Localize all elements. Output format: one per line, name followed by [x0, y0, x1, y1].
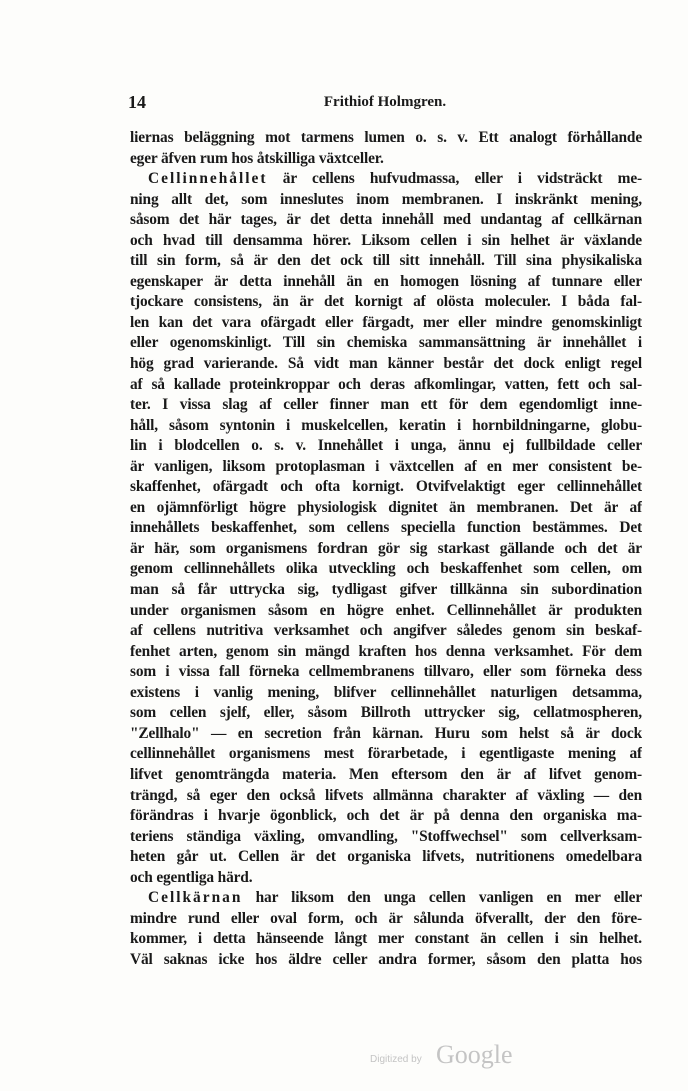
text-line	[130, 703, 642, 724]
line-text: eger äfven rum hos åtskilliga växtceller.	[130, 149, 384, 167]
text-line	[130, 149, 642, 170]
text-line	[130, 786, 642, 807]
line-text: af cellens nutritiva verksamhet och angifver således genom sin beskaf-	[130, 622, 642, 640]
page-number: 14	[128, 92, 146, 112]
text-line	[130, 827, 642, 848]
text-line	[130, 868, 642, 889]
text-line	[130, 724, 642, 745]
line-text: man så får uttrycka sig, tydligast gifver tillkänna sin subordination	[130, 581, 642, 599]
line-text: "Zellhalo" — en secretion från kärnan. Huru som helst så är dock	[130, 724, 642, 742]
text-line	[130, 272, 642, 293]
text-line	[130, 128, 642, 149]
text-line	[130, 457, 642, 478]
text-line	[130, 888, 642, 909]
text-line	[130, 333, 642, 354]
line-text: ter. I vissa slag af celler finner man ett för dem egendomligt inne-	[130, 396, 642, 414]
text-line	[130, 354, 642, 375]
text-line	[130, 436, 642, 457]
line-text: cellinnehållet organismens mest förarbetade, i egentligaste mening af	[130, 745, 642, 763]
line-text: håll, såsom syntonin i muskelcellen, keratin i hornbildningarne, globu-	[130, 416, 642, 434]
line-text: heten går ut. Cellen är det organiska lifvets, nutritionens omedelbara	[130, 848, 642, 866]
line-text: ning allt det, som inneslutes inom membranen. I inskränkt mening,	[130, 190, 642, 208]
line-text: eller ogenomskinligt. Till sin chemiska sammansättning är innehållet i	[130, 334, 642, 352]
emphasized-term: Cellkärnan	[148, 889, 243, 907]
text-line	[130, 190, 642, 211]
running-head: Frithiof Holmgren.	[323, 94, 447, 110]
line-text: liernas beläggning mot tarmens lumen o. s. v. Ett analogt förhållande	[130, 129, 642, 146]
line-text: är här, som organismens fordran gör sig starkast gällande och det är	[130, 539, 642, 557]
line-text: existens i vanlig mening, blifver cellinnehållet naturligen detsamma,	[130, 683, 642, 701]
line-text: som cellen sjelf, eller, såsom Billroth uttrycker sig, cellatmospheren,	[130, 704, 642, 722]
line-text: af så kallade proteinkroppar och deras afkomlingar, vatten, fett och sal-	[130, 375, 642, 393]
text-line	[130, 621, 642, 642]
page-header	[128, 92, 642, 116]
text-line	[130, 662, 642, 683]
text-line	[130, 518, 642, 539]
text-line	[130, 416, 642, 437]
line-text: mindre rund eller oval form, och är sålunda öfverallt, der den före-	[130, 909, 642, 927]
line-text: en ojämnförligt högre physiologisk dignitet än membranen. Det är af	[130, 498, 642, 516]
line-text: fenhet arten, genom sin mängd kraften hos denna verksamhet. För dem	[130, 642, 642, 660]
line-text: len kan det vara ofärgadt eller färgadt, mer eller mindre genomskinligt	[130, 313, 642, 331]
line-text: skaffenhet, ofärgadt och ofta kornigt. Otvifvelaktigt eger cellinnehållet	[130, 478, 642, 496]
text-line	[130, 169, 642, 190]
line-text: hög grad varierande. Så vidt man känner består det dock enligt regel	[130, 355, 642, 373]
text-line	[130, 744, 642, 765]
line-text: förändras i hvarje ögonblick, och det är på denna den organiska ma-	[130, 807, 642, 825]
text-line	[130, 395, 642, 416]
text-line	[130, 498, 642, 519]
text-line	[130, 231, 642, 252]
line-text: innehållets beskaffenhet, som cellens speciella function bestämmes. Det	[130, 519, 642, 537]
line-text: under organismen såsom en högre enhet. Cellinnehållet är produkten	[130, 601, 642, 619]
text-line	[130, 765, 642, 786]
text-line	[130, 251, 642, 272]
line-text: till sin form, så är den det ock till sitt innehåll. Till sina physikaliska	[130, 252, 642, 270]
line-text: och hvad till densamma hörer. Liksom cellen i sin helhet är växlande	[130, 231, 642, 249]
line-text: teriens ständiga växling, omvandling, "Stoffwechsel" som cellverksam-	[130, 827, 642, 845]
digitized-by-watermark	[370, 1040, 530, 1074]
line-text: är cellens hufvudmassa, eller i vidsträckt me-	[267, 170, 642, 188]
text-line	[130, 950, 642, 971]
line-text: som i vissa fall förneka cellmembranens tillvaro, eller som förneka dess	[130, 663, 642, 681]
body-text	[130, 128, 642, 970]
google-logo: Google	[436, 1040, 513, 1069]
line-text: lin i blodcellen o. s. v. Innehållet i unga, ännu ej fullbildade celler	[130, 437, 642, 455]
text-line	[130, 580, 642, 601]
text-line	[130, 313, 642, 334]
line-text: har liksom den unga cellen vanligen en mer eller	[242, 889, 642, 907]
line-text: och egentliga härd.	[130, 868, 253, 886]
text-line	[130, 806, 642, 827]
text-line	[130, 210, 642, 231]
text-line	[130, 683, 642, 704]
line-text: tjockare consistens, än är det kornigt af olösta moleculer. I båda fal-	[130, 293, 642, 311]
line-text: genom cellinnehållets olika utveckling och beskaffenhet som cellen, om	[130, 560, 642, 578]
line-text: Väl saknas icke hos äldre celler andra former, såsom den platta hos	[130, 950, 642, 968]
watermark-prefix: Digitized by	[370, 1054, 422, 1065]
line-text: kommer, i detta hänseende långt mer constant än cellen i sin helhet.	[130, 930, 642, 948]
emphasized-term: Cellinnehållet	[148, 170, 268, 188]
text-line	[130, 929, 642, 950]
text-line	[130, 909, 642, 930]
line-text: lifvet genomträngda materia. Men eftersom den är af lifvet genom-	[130, 765, 642, 783]
text-line	[130, 292, 642, 313]
line-text: såsom det här tages, är det detta innehåll med undantag af cellkärnan	[130, 211, 642, 229]
text-line	[130, 642, 642, 663]
text-line	[130, 601, 642, 622]
line-text: egenskaper är detta innehåll än en homogen lösning af tunnare eller	[130, 272, 642, 290]
text-line	[130, 559, 642, 580]
text-line	[130, 539, 642, 560]
text-line	[130, 847, 642, 868]
text-line	[130, 477, 642, 498]
text-line	[130, 375, 642, 396]
line-text: är vanligen, liksom protoplasman i växtcellen af en mer consistent be-	[130, 457, 642, 475]
line-text: trängd, så eger den också lifvets allmänna charakter af växling — den	[130, 786, 642, 804]
